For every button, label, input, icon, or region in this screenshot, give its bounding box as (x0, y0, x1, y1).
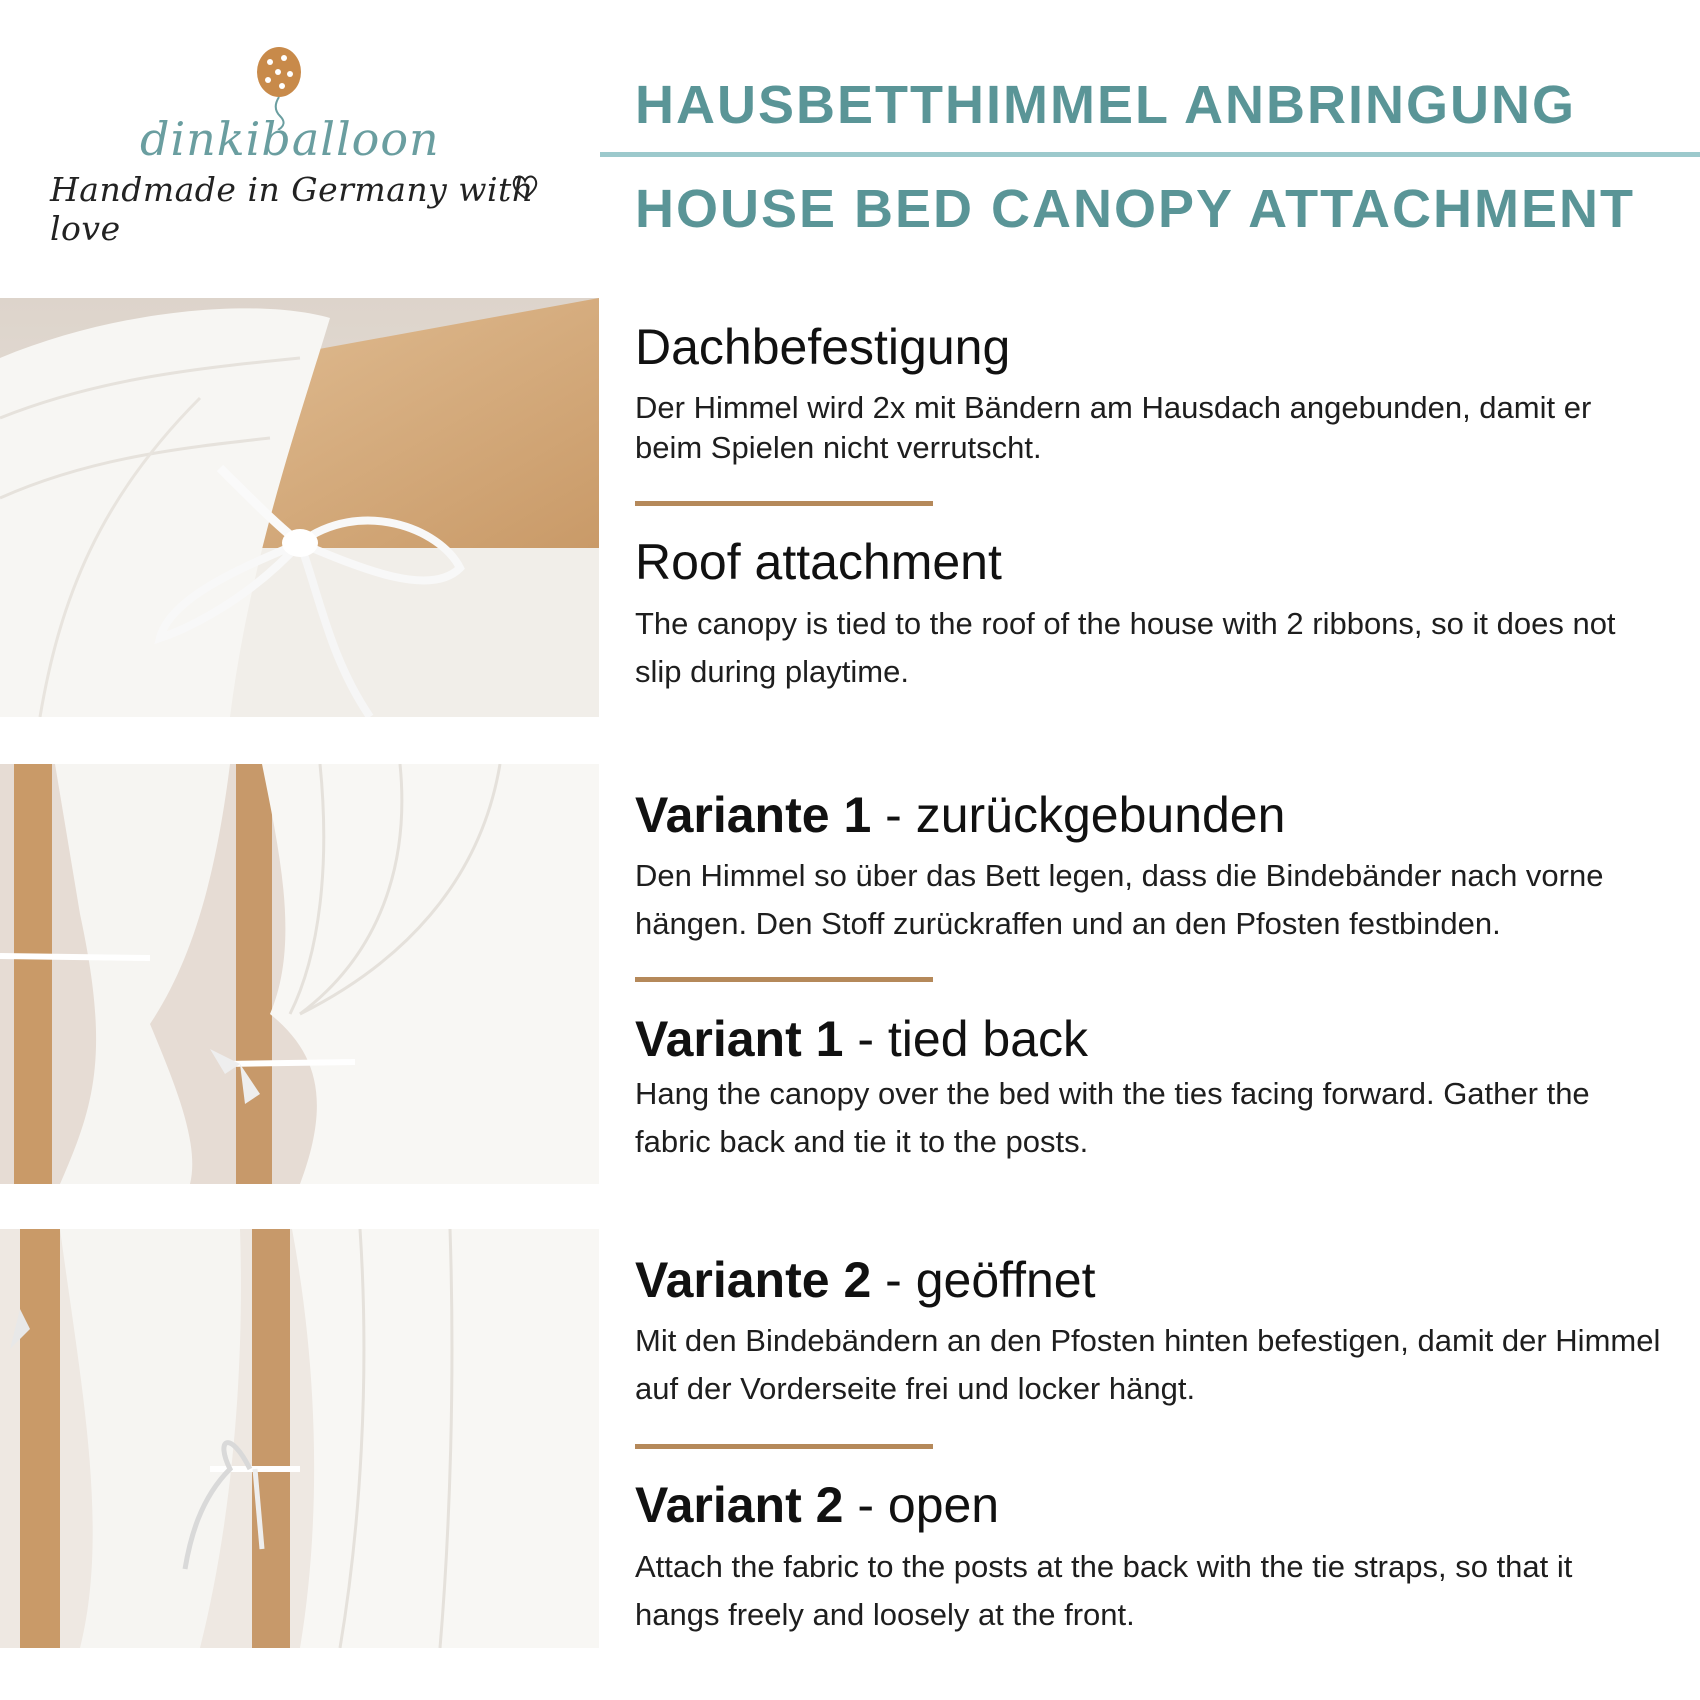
section-roof-heading-en: Roof attachment (635, 534, 1002, 590)
section-roof-text-de: Der Himmel wird 2x mit Bändern am Hausdach angebunden, damit er beim Spielen nicht verrutscht. (635, 390, 1592, 465)
section-divider (635, 1444, 933, 1449)
section-roof-heading-de: Dachbefestigung (635, 319, 1011, 375)
section-roof-text-en: The canopy is tied to the roof of the house with 2 ribbons, so it does not slip during playtime. (635, 606, 1616, 689)
section-variant2-text-en: Attach the fabric to the posts at the back with the tie straps, so that it hangs freely and loosely at the front. (635, 1549, 1573, 1632)
section-variant1-heading-de: Variante 1 - zurückgebunden (635, 787, 1286, 843)
section-variant1-text-en: Hang the canopy over the bed with the ties facing forward. Gather the fabric back and tie it to the posts. (635, 1076, 1590, 1159)
section-divider (635, 501, 933, 506)
page-title-english: HOUSE BED CANOPY ATTACHMENT (635, 179, 1636, 239)
section-variant1-heading-en: Variant 1 - tied back (635, 1011, 1089, 1067)
photo-variant-tied-back (0, 764, 599, 1184)
title-divider (600, 152, 1700, 157)
page-title-german: HAUSBETTHIMMEL ANBRINGUNG (635, 75, 1576, 135)
section-variant2-heading-de: Variante 2 - geöffnet (635, 1252, 1096, 1308)
section-divider (635, 977, 933, 982)
heart-icon (510, 172, 540, 202)
brand-tagline: Handmade in Germany with love (50, 170, 534, 248)
section-variant1-text-de: Den Himmel so über das Bett legen, dass die Bindebänder nach vorne hängen. Den Stoff zurückraffen und an den Pfosten festbinden. (635, 858, 1604, 941)
photo-variant-open (0, 1229, 599, 1648)
photo-roof-attachment (0, 298, 599, 717)
section-variant2-text-de: Mit den Bindebändern an den Pfosten hinten befestigen, damit der Himmel auf der Vorderseite frei und locker hängt. (635, 1323, 1661, 1406)
brand-logo-wordmark: dinkiballoon (140, 112, 440, 166)
section-variant2-heading-en: Variant 2 - open (635, 1477, 1000, 1533)
